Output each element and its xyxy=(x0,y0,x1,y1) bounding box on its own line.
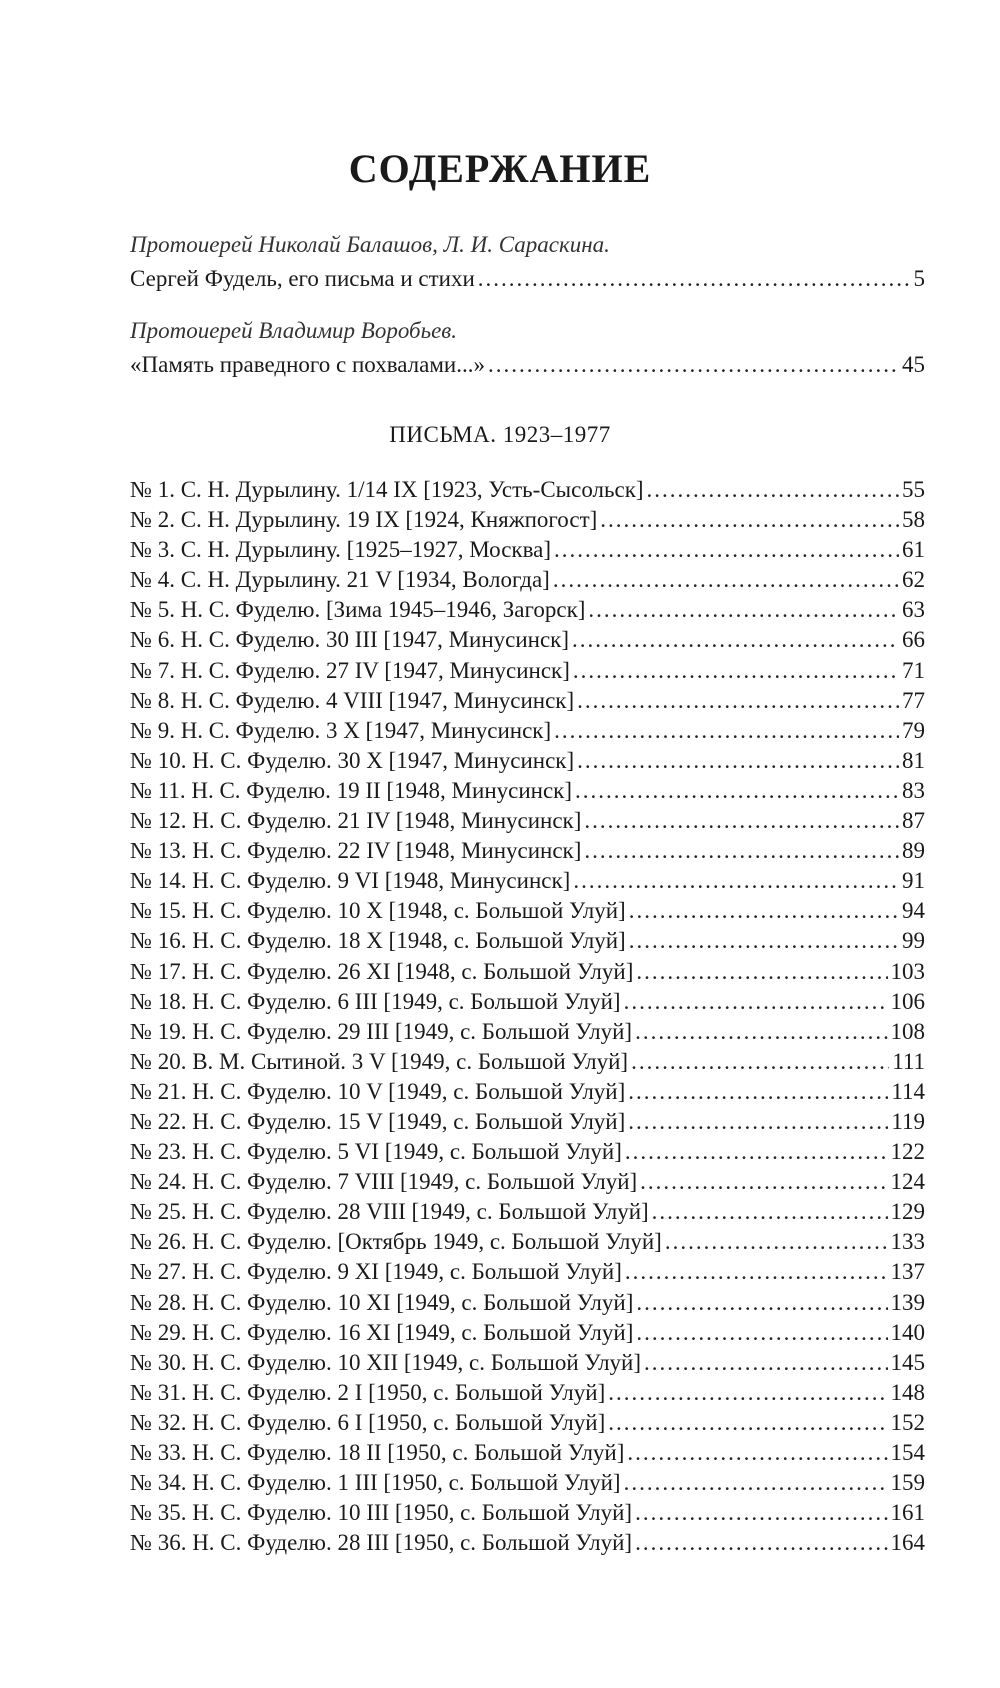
entry-title: № 5. Н. С. Фуделю. [Зима 1945–1946, Загорск] xyxy=(130,597,586,623)
toc-entry[interactable] xyxy=(130,656,925,686)
toc-entry[interactable] xyxy=(130,625,925,655)
dot-leader xyxy=(554,716,899,746)
toc-entry[interactable] xyxy=(130,565,925,595)
entry-title: № 10. Н. С. Фуделю. 30 X [1947, Минусинск] xyxy=(130,747,575,773)
entry-page-number: 94 xyxy=(902,898,925,924)
dot-leader xyxy=(608,1408,887,1438)
entry-page-number: 137 xyxy=(890,1259,925,1285)
dot-leader xyxy=(478,262,911,296)
entry-page-number: 79 xyxy=(902,717,925,743)
dot-leader xyxy=(554,535,899,565)
entry-page-number: 152 xyxy=(890,1409,925,1435)
dot-leader xyxy=(577,686,899,716)
entry-title: № 12. Н. С. Фуделю. 21 IV [1948, Минусинск] xyxy=(130,808,582,834)
entry-page-number: 140 xyxy=(890,1319,925,1345)
dot-leader xyxy=(629,896,899,926)
toc-entry[interactable] xyxy=(130,348,925,382)
entry-page-number: 164 xyxy=(890,1530,925,1556)
toc-entry[interactable] xyxy=(130,1257,925,1287)
entry-page-number: 124 xyxy=(890,1169,925,1195)
toc-entry[interactable] xyxy=(130,262,925,296)
dot-leader xyxy=(628,1077,888,1107)
entry-page-number: 106 xyxy=(890,988,925,1014)
letters-list xyxy=(130,475,925,1558)
entry-title: № 28. Н. С. Фуделю. 10 XI [1949, с. Большой Улуй] xyxy=(130,1289,634,1315)
entry-page-number: 91 xyxy=(902,868,925,894)
entry-author: Протоиерей Николай Балашов, Л. И. Сараскина. xyxy=(130,232,610,257)
dot-leader xyxy=(635,1498,887,1528)
dot-leader xyxy=(625,1257,888,1287)
entry-title: № 4. С. Н. Дурылину. 21 V [1934, Вологда] xyxy=(130,567,550,593)
entry-page-number: 129 xyxy=(890,1199,925,1225)
dot-leader xyxy=(644,1348,887,1378)
entry-title: № 29. Н. С. Фуделю. 16 XI [1949, с. Большой Улуй] xyxy=(130,1319,634,1345)
toc-entry[interactable] xyxy=(130,987,925,1017)
entry-page-number: 62 xyxy=(902,567,925,593)
dot-leader xyxy=(572,625,899,655)
entry-title: № 3. С. Н. Дурылину. [1925–1927, Москва] xyxy=(130,537,551,563)
front-matter-entry-2 xyxy=(130,314,925,382)
entry-title: № 11. Н. С. Фуделю. 19 II [1948, Минусинск] xyxy=(130,777,572,803)
toc-entry[interactable] xyxy=(130,595,925,625)
entry-title: № 34. Н. С. Фуделю. 1 III [1950, с. Большой Улуй] xyxy=(130,1470,621,1496)
dot-leader xyxy=(584,836,899,866)
entry-title: № 31. Н. С. Фуделю. 2 I [1950, с. Большой Улуй] xyxy=(130,1379,606,1405)
dot-leader xyxy=(636,1318,887,1348)
entry-title: № 23. Н. С. Фуделю. 5 VI [1949, с. Большой Улуй] xyxy=(130,1139,622,1165)
toc-entry[interactable] xyxy=(130,475,925,505)
dot-leader xyxy=(629,926,899,956)
dot-leader xyxy=(625,1137,888,1167)
entry-page-number: 139 xyxy=(890,1289,925,1315)
entry-title: № 30. Н. С. Фуделю. 10 XII [1949, с. Большой Улуй] xyxy=(130,1349,642,1375)
entry-title: № 15. Н. С. Фуделю. 10 X [1948, с. Большой Улуй] xyxy=(130,898,626,924)
entry-page-number: 71 xyxy=(902,657,925,683)
toc-entry[interactable] xyxy=(130,505,925,535)
toc-entry[interactable] xyxy=(130,1197,925,1227)
page-title: СОДЕРЖАНИЕ xyxy=(348,145,652,191)
entry-title: № 18. Н. С. Фуделю. 6 III [1949, с. Большой Улуй] xyxy=(130,988,621,1014)
dot-leader xyxy=(652,1197,888,1227)
entry-page-number: 122 xyxy=(890,1139,925,1165)
entry-page-number: 148 xyxy=(890,1379,925,1405)
toc-entry[interactable] xyxy=(130,1408,925,1438)
dot-leader xyxy=(577,746,899,776)
dot-leader xyxy=(636,1288,887,1318)
dot-leader xyxy=(600,505,899,535)
entry-page-number: 89 xyxy=(902,838,925,864)
entry-page-number: 133 xyxy=(890,1229,925,1255)
front-matter-entry-1 xyxy=(130,228,925,296)
dot-leader xyxy=(573,866,899,896)
entry-page-number: 45 xyxy=(902,352,925,377)
entry-title: № 9. Н. С. Фуделю. 3 X [1947, Минусинск] xyxy=(130,717,552,743)
toc-entry[interactable] xyxy=(130,926,925,956)
toc-entry[interactable] xyxy=(130,1047,925,1077)
toc-entry[interactable] xyxy=(130,1468,925,1498)
dot-leader xyxy=(575,776,899,806)
dot-leader xyxy=(628,1107,888,1137)
entry-title: № 36. Н. С. Фуделю. 28 III [1950, с. Большой Улуй] xyxy=(130,1530,633,1556)
entry-title: Сергей Фудель, его письма и стихи xyxy=(130,266,475,291)
dot-leader xyxy=(636,957,887,987)
entry-page-number: 66 xyxy=(902,627,925,653)
entry-page-number: 77 xyxy=(902,687,925,713)
dot-leader xyxy=(627,1438,887,1468)
entry-page-number: 58 xyxy=(902,507,925,533)
entry-page-number: 55 xyxy=(902,477,925,502)
entry-page-number: 114 xyxy=(891,1078,925,1104)
entry-page-number: 145 xyxy=(890,1349,925,1375)
entry-page-number: 103 xyxy=(890,958,925,984)
toc-entry[interactable] xyxy=(130,957,925,987)
toc-entry[interactable] xyxy=(130,1498,925,1528)
entry-title: № 20. В. М. Сытиной. 3 V [1949, с. Большой Улуй] xyxy=(130,1048,629,1074)
entry-title: № 2. С. Н. Дурылину. 19 IX [1924, Княжпогост] xyxy=(130,507,598,533)
toc-entry[interactable] xyxy=(130,776,925,806)
dot-leader xyxy=(640,1167,887,1197)
dot-leader xyxy=(631,1047,889,1077)
entry-page-number: 83 xyxy=(902,777,925,803)
entry-title: № 24. Н. С. Фуделю. 7 VIII [1949, с. Большой Улуй] xyxy=(130,1169,638,1195)
toc-entry[interactable] xyxy=(130,1318,925,1348)
toc-entry[interactable] xyxy=(130,1288,925,1318)
entry-page-number: 5 xyxy=(913,266,925,291)
toc-entry[interactable] xyxy=(130,896,925,926)
entry-title: № 19. Н. С. Фуделю. 29 III [1949, с. Большой Улуй] xyxy=(130,1018,633,1044)
entry-page-number: 111 xyxy=(892,1048,925,1074)
entry-title: № 33. Н. С. Фуделю. 18 II [1950, с. Большой Улуй] xyxy=(130,1440,625,1465)
toc-entry[interactable] xyxy=(130,746,925,776)
entry-title: № 1. С. Н. Дурылину. 1/14 IX [1923, Усть-Сысольск] xyxy=(130,477,644,502)
entry-page-number: 119 xyxy=(891,1108,925,1134)
toc-entry[interactable] xyxy=(130,1137,925,1167)
dot-leader xyxy=(635,1017,887,1047)
toc-entry[interactable] xyxy=(130,686,925,716)
entry-page-number: 99 xyxy=(902,928,925,954)
entry-page-number: 154 xyxy=(890,1440,925,1465)
entry-title: № 16. Н. С. Фуделю. 18 X [1948, с. Большой Улуй] xyxy=(130,928,626,954)
toc-entry[interactable] xyxy=(130,836,925,866)
toc-entry[interactable] xyxy=(130,1378,925,1408)
toc-entry[interactable] xyxy=(130,1227,925,1257)
entry-page-number: 63 xyxy=(902,597,925,623)
entry-title: № 13. Н. С. Фуделю. 22 IV [1948, Минусинск] xyxy=(130,838,582,864)
entry-title: № 35. Н. С. Фуделю. 10 III [1950, с. Большой Улуй] xyxy=(130,1500,633,1526)
entry-page-number: 161 xyxy=(890,1500,925,1526)
entry-author: Протоиерей Владимир Воробьев. xyxy=(130,318,458,343)
entry-page-number: 61 xyxy=(902,537,925,563)
entry-title: № 26. Н. С. Фуделю. [Октябрь 1949, с. Большой Улуй] xyxy=(130,1229,662,1255)
dot-leader xyxy=(608,1378,887,1408)
entry-title: № 14. Н. С. Фуделю. 9 VI [1948, Минусинск] xyxy=(130,868,571,894)
dot-leader xyxy=(588,595,899,625)
entry-title: № 17. Н. С. Фуделю. 26 XI [1948, с. Большой Улуй] xyxy=(130,958,634,984)
toc-entry[interactable] xyxy=(130,1077,925,1107)
toc-entry[interactable] xyxy=(130,1167,925,1197)
entry-title: № 22. Н. С. Фуделю. 15 V [1949, с. Большой Улуй] xyxy=(130,1108,626,1134)
toc-entry[interactable] xyxy=(130,1528,925,1558)
entry-title: «Память праведного с похвалами...» xyxy=(130,352,485,377)
toc-entry[interactable] xyxy=(130,1348,925,1378)
dot-leader xyxy=(488,348,899,382)
dot-leader xyxy=(584,806,899,836)
entry-title: № 32. Н. С. Фуделю. 6 I [1950, с. Большой Улуй] xyxy=(130,1409,606,1435)
dot-leader xyxy=(553,565,899,595)
entry-page-number: 81 xyxy=(902,747,925,773)
toc-entry[interactable] xyxy=(130,716,925,746)
dot-leader xyxy=(635,1528,887,1558)
toc-entry[interactable] xyxy=(130,806,925,836)
dot-leader xyxy=(624,987,888,1017)
dot-leader xyxy=(573,656,899,686)
entry-title: № 6. Н. С. Фуделю. 30 III [1947, Минусинск] xyxy=(130,627,570,653)
entry-page-number: 159 xyxy=(890,1470,925,1496)
toc-entry[interactable] xyxy=(130,1438,925,1468)
entry-page-number: 87 xyxy=(902,808,925,834)
toc-entry[interactable] xyxy=(130,535,925,565)
toc-entry[interactable] xyxy=(130,1107,925,1137)
entry-title: № 27. Н. С. Фуделю. 9 XI [1949, с. Большой Улуй] xyxy=(130,1259,622,1285)
toc-entry[interactable] xyxy=(130,866,925,896)
entry-title: № 21. Н. С. Фуделю. 10 V [1949, с. Большой Улуй] xyxy=(130,1078,626,1104)
entry-page-number: 108 xyxy=(890,1018,925,1044)
entry-title: № 7. Н. С. Фуделю. 27 IV [1947, Минусинск] xyxy=(130,657,570,683)
dot-leader xyxy=(624,1468,888,1498)
section-heading: ПИСЬМА. 1923–1977 xyxy=(389,422,611,447)
toc-entry[interactable] xyxy=(130,1017,925,1047)
dot-leader xyxy=(647,475,899,505)
entry-title: № 8. Н. С. Фуделю. 4 VIII [1947, Минусинск] xyxy=(130,687,575,713)
dot-leader xyxy=(665,1227,888,1257)
entry-title: № 25. Н. С. Фуделю. 28 VIII [1949, с. Большой Улуй] xyxy=(130,1199,649,1225)
